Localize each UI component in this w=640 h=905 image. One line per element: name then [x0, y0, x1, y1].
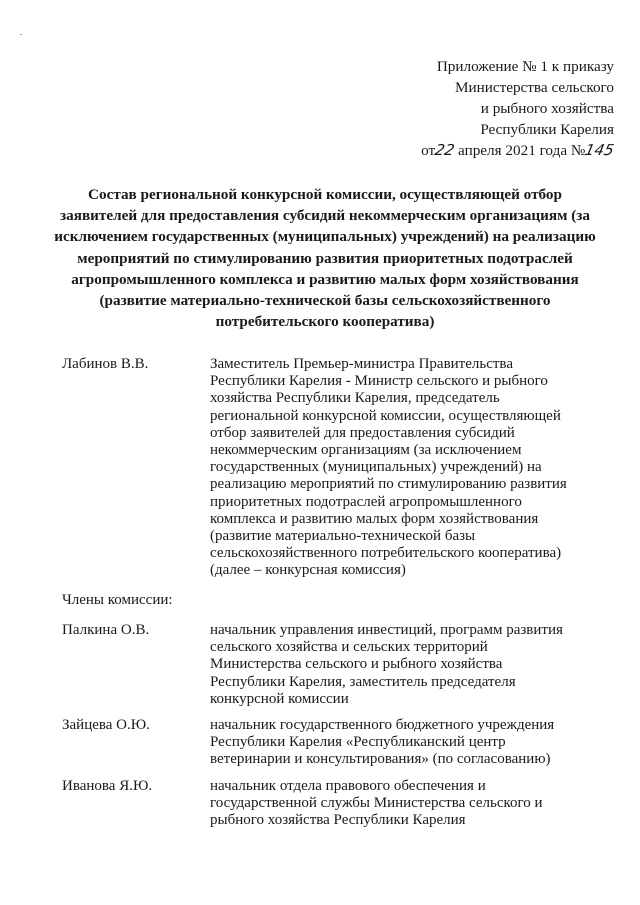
- appendix-header: [314, 56, 617, 161]
- desc-line: государственной службы Министерства сельского и: [210, 795, 543, 812]
- member-name: Палкина О.В.: [62, 622, 150, 638]
- title-line: заявителей для предоставления субсидий некоммерческим организациям (за: [60, 207, 590, 225]
- member-description: [210, 622, 582, 708]
- title-line: мероприятий по стимулированию развития приоритетных подотраслей: [77, 249, 573, 267]
- desc-line: Министерства сельского и рыбного хозяйства: [210, 656, 503, 673]
- desc-line: рыбного хозяйства Республики Карелия: [210, 812, 466, 829]
- appendix-line: Приложение № 1 к приказу: [436, 58, 614, 75]
- desc-line: реализацию мероприятий по стимулированию развития: [210, 476, 567, 493]
- desc-line: Заместитель Премьер-министра Правительства: [210, 356, 513, 372]
- date-month-year: апреля 2021 года №: [458, 142, 586, 159]
- desc-line: Республики Карелия, заместитель председателя: [210, 673, 516, 690]
- desc-line: сельскохозяйственного потребительского кооператива): [210, 545, 562, 562]
- desc-line: (развитие материально-технической базы: [210, 528, 476, 545]
- desc-line: Республики Карелия «Республиканский центр: [210, 734, 506, 751]
- chair-name: Лабинов В.В.: [62, 356, 149, 372]
- appendix-date-line: [314, 140, 617, 161]
- date-prefix: от: [421, 142, 436, 159]
- handwritten-day: 22: [433, 141, 457, 159]
- desc-line: начальник государственного бюджетного учреждения: [210, 717, 555, 733]
- appendix-line: Республики Карелия: [480, 121, 614, 138]
- desc-line: государственных (муниципальных) учреждений) на: [210, 459, 542, 476]
- scan-mark: [20, 34, 22, 35]
- title-line: потребительского кооператива): [215, 313, 435, 331]
- title-line: агропромышленного комплекса и развитию малых форм хозяйствования: [71, 270, 579, 288]
- chair-description: [210, 356, 582, 580]
- desc-line: ветеринарии и консультирования» (по согласованию): [210, 751, 551, 768]
- appendix-line: Министерства сельского: [454, 79, 614, 96]
- desc-line: Республики Карелия - Министр сельского и рыбного: [210, 373, 548, 390]
- desc-line: отбор заявителей для предоставления субсидий: [210, 424, 515, 441]
- desc-line: региональной конкурсной комиссии, осуществляющей: [210, 407, 561, 424]
- title-line: исключением государственных (муниципальных) учреждений) на реализацию: [54, 228, 596, 246]
- title-line: Состав региональной конкурсной комиссии, осуществляющей отбор: [88, 186, 562, 203]
- handwritten-order-number: 145: [583, 141, 617, 159]
- desc-line: сельского хозяйства и сельских территорий: [210, 639, 488, 656]
- desc-line: хозяйства Республики Карелия, председатель: [210, 390, 500, 407]
- desc-line: начальник управления инвестиций, программ развития: [210, 622, 563, 638]
- desc-line: комплекса и развитию малых форм хозяйствования: [210, 510, 539, 527]
- desc-line: приоритетных подотраслей агропромышленного: [210, 493, 522, 510]
- desc-line: конкурсной комиссии: [210, 690, 349, 707]
- desc-line: некоммерческим организациям (за исключением: [210, 442, 522, 459]
- title-line: (развитие материально-технической базы сельскохозяйственного: [99, 292, 551, 310]
- desc-line: (далее – конкурсная комиссия): [210, 562, 406, 579]
- desc-line: начальник отдела правового обеспечения и: [210, 778, 486, 794]
- appendix-line: и рыбного хозяйства: [480, 100, 614, 117]
- document-title: [50, 184, 600, 332]
- member-description: [210, 778, 582, 830]
- member-name: Иванова Я.Ю.: [62, 778, 153, 794]
- member-description: [210, 717, 582, 769]
- member-name: Зайцева О.Ю.: [62, 717, 150, 733]
- members-label: Члены комиссии:: [62, 592, 173, 608]
